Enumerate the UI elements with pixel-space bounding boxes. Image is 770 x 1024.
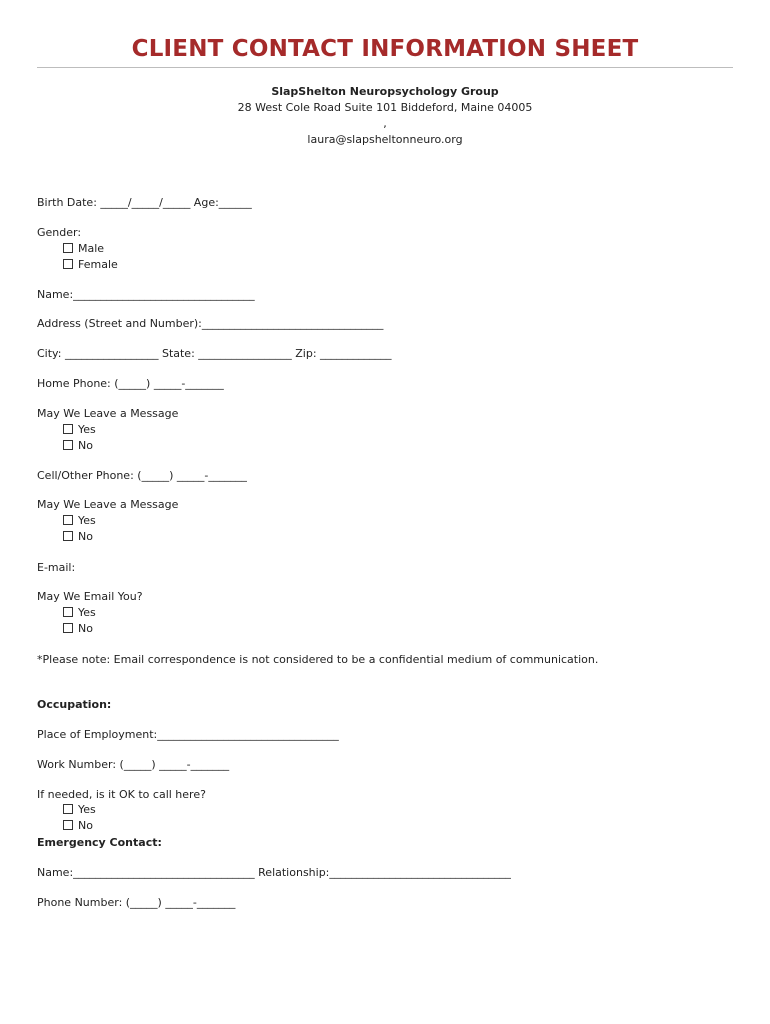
emergency-phone-field[interactable]: Phone Number: (_____) _____-_______ [37, 896, 236, 909]
checkbox-icon[interactable] [63, 243, 73, 253]
call-ok-yes[interactable] [63, 802, 96, 818]
org-address: 28 West Cole Road Suite 101 Biddeford, Maine 04005 [237, 101, 533, 114]
option-label: No [78, 439, 93, 452]
occupation-heading: Occupation: [37, 698, 112, 711]
place-of-employment-field[interactable]: Place of Employment:_________________________________ [37, 728, 339, 741]
org-separator: , [383, 117, 387, 130]
option-label: Male [78, 242, 105, 255]
option-label: No [78, 530, 93, 543]
home-message-yes[interactable] [63, 422, 96, 438]
work-number-field[interactable]: Work Number: (_____) _____-_______ [37, 758, 230, 771]
option-label: Yes [78, 423, 96, 436]
gender-option-male[interactable] [63, 241, 104, 257]
checkbox-icon[interactable] [63, 820, 73, 830]
emergency-contact-heading: Emergency Contact: [37, 836, 162, 849]
email-confidentiality-note: *Please note: Email correspondence is not considered to be a confidential medium of communication. [37, 653, 599, 666]
cell-message-label: May We Leave a Message [37, 498, 179, 511]
checkbox-icon[interactable] [63, 440, 73, 450]
checkbox-icon[interactable] [63, 424, 73, 434]
checkbox-icon[interactable] [63, 607, 73, 617]
org-email: laura@slapsheltonneuro.org [307, 133, 463, 146]
title-divider [37, 67, 733, 68]
cell-message-yes[interactable] [63, 513, 96, 529]
home-message-label: May We Leave a Message [37, 407, 179, 420]
option-label: Yes [78, 514, 96, 527]
checkbox-icon[interactable] [63, 804, 73, 814]
emergency-name-relationship-field[interactable]: Name:_________________________________ Relationship:_________________________________ [37, 866, 511, 879]
page-title: CLIENT CONTACT INFORMATION SHEET [131, 36, 639, 62]
name-field[interactable]: Name:_________________________________ [37, 288, 255, 301]
cell-message-no[interactable] [63, 529, 93, 545]
call-ok-label: If needed, is it OK to call here? [37, 788, 206, 801]
gender-label: Gender: [37, 226, 82, 239]
checkbox-icon[interactable] [63, 515, 73, 525]
checkbox-icon[interactable] [63, 259, 73, 269]
address-field[interactable]: Address (Street and Number):_________________________________ [37, 317, 384, 330]
org-name: SlapShelton Neuropsychology Group [271, 85, 499, 98]
home-message-no[interactable] [63, 438, 93, 454]
option-label: Female [78, 258, 118, 271]
birth-date-field[interactable]: Birth Date: _____/_____/_____ Age:______ [37, 196, 252, 209]
call-ok-no[interactable] [63, 818, 93, 834]
home-phone-field[interactable]: Home Phone: (_____) _____-_______ [37, 377, 224, 390]
city-state-zip-field[interactable]: City: _________________ State: _________________ Zip: _____________ [37, 347, 392, 360]
cell-phone-field[interactable]: Cell/Other Phone: (_____) _____-_______ [37, 469, 247, 482]
email-consent-label: May We Email You? [37, 590, 143, 603]
checkbox-icon[interactable] [63, 623, 73, 633]
option-label: Yes [78, 803, 96, 816]
option-label: No [78, 622, 93, 635]
option-label: No [78, 819, 93, 832]
gender-option-female[interactable] [63, 257, 118, 273]
email-field[interactable]: E-mail: [37, 561, 76, 574]
email-consent-no[interactable] [63, 621, 93, 637]
option-label: Yes [78, 606, 96, 619]
email-consent-yes[interactable] [63, 605, 96, 621]
checkbox-icon[interactable] [63, 531, 73, 541]
